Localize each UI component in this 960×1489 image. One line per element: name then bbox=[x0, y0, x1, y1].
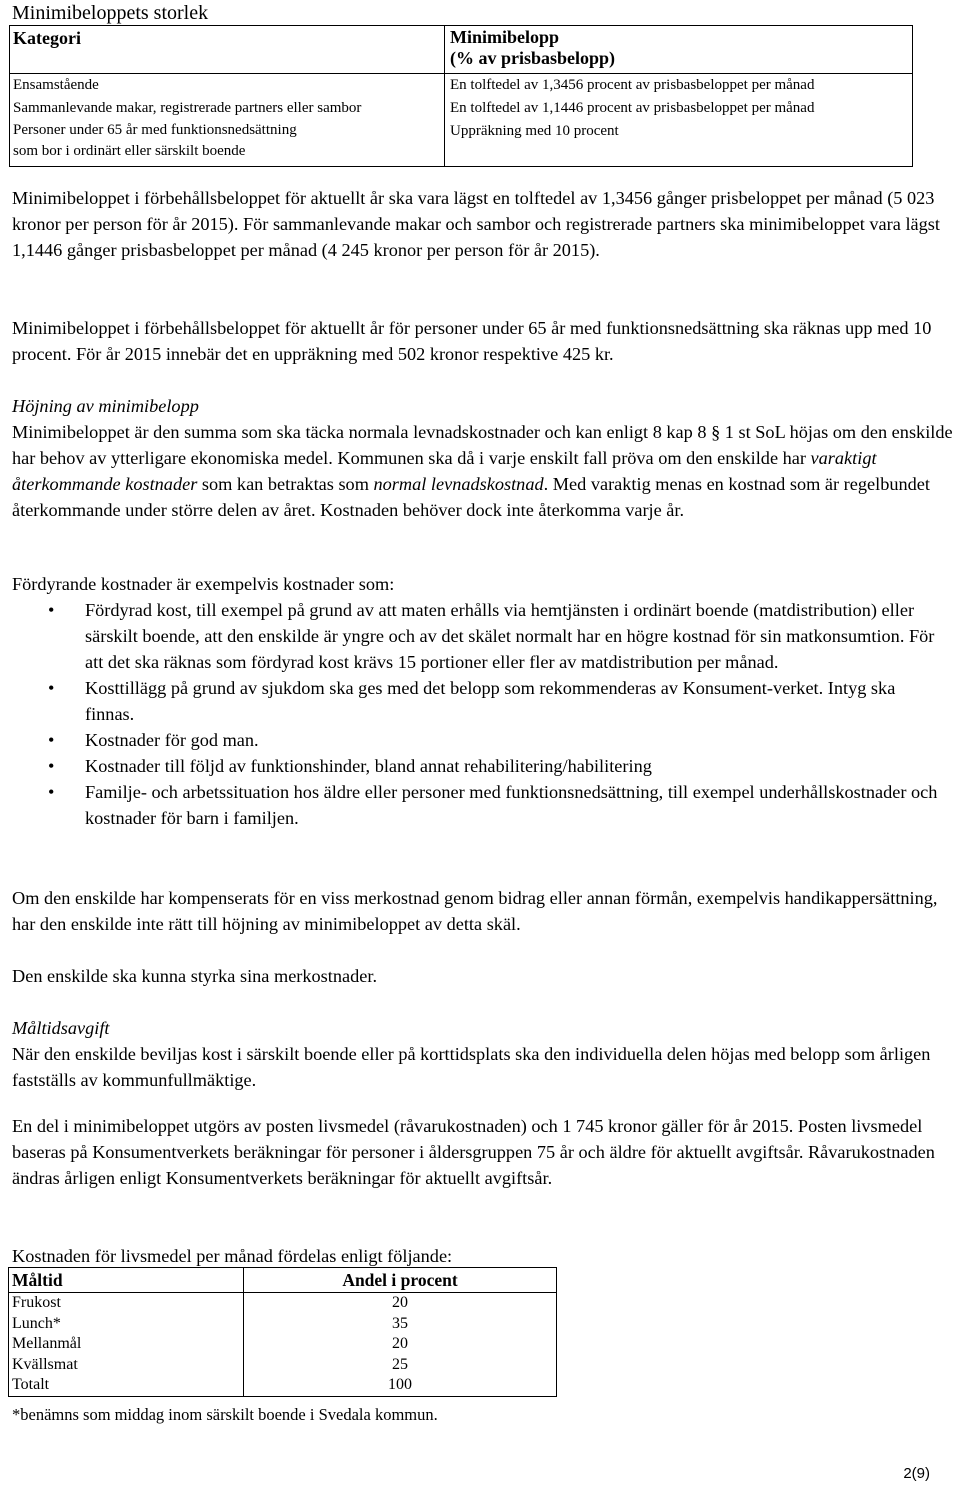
col-header-meal: Måltid bbox=[9, 1268, 244, 1293]
bullet-icon: • bbox=[48, 600, 55, 620]
table-header-row bbox=[9, 1268, 557, 1293]
paragraph-compensation: Om den enskilde har kompenserats för en viss merkostnad genom bidrag eller annan förmån, exempelvis handikappersättning, har den enskilde inte rätt till höjning av minimibeloppet av detta skäl. bbox=[12, 888, 938, 934]
footnote: *benämns som middag inom särskilt boende i Svedala kommun. bbox=[12, 1405, 438, 1424]
paragraph-extra-costs-intro: Fördyrande kostnader är exempelvis kostnader som: bbox=[12, 574, 395, 594]
extra-costs-list bbox=[12, 597, 942, 831]
paragraph-meal-fee: När den enskilde beviljas kost i särskilt boende eller på korttidsplats ska den individuella delen höjas med belopp som årligen fastställs av kommunfullmäktige. bbox=[12, 1044, 931, 1090]
category-cell: Ensamstående bbox=[10, 74, 445, 98]
list-item: • Kostnader till följd av funktionshinder, bland annat rehabilitering/habilitering bbox=[12, 753, 942, 779]
paragraph-disability-increase: Minimibeloppet i förbehållsbeloppet för aktuellt år för personer under 65 år med funktionsnedsättning ska räknas upp med 10 procent. För år 2015 innebär det en uppräkning med 502 kronor respektive 425 kr. bbox=[12, 318, 932, 364]
meal-cell: Mellanmål bbox=[9, 1334, 244, 1355]
col-header-percent: Andel i procent bbox=[244, 1268, 557, 1293]
paragraph-minimum-amount: Minimibeloppet i förbehållsbeloppet för aktuellt år ska vara lägst en tolftedel av 1,3456 gånger prisbeloppet per månad (5 023 kronor per person för år 2015). För sammanlevande makar och sambor och registrerade partners ska minimibeloppet vara lägst 1,1446 gånger prisbasbeloppet per månad (4 245 kronor per person för år 2015). bbox=[12, 188, 940, 260]
list-item: • Kosttillägg på grund av sjukdom ska ges med det belopp som rekommenderas av Konsument-verket. Intyg ska finnas. bbox=[12, 675, 942, 727]
paragraph-food-distribution: Kostnaden för livsmedel per månad fördelas enligt följande: bbox=[12, 1246, 453, 1266]
meal-cell: Kvällsmat bbox=[9, 1355, 244, 1376]
category-cell: Sammanlevande makar, registrerade partners eller sambor bbox=[10, 97, 445, 120]
bullet-icon: • bbox=[48, 678, 55, 698]
subheading-raising-minimum: Höjning av minimibelopp bbox=[12, 396, 199, 416]
bullet-icon: • bbox=[48, 756, 55, 776]
paragraph-proof: Den enskilde ska kunna styrka sina merkostnader. bbox=[12, 966, 378, 986]
paragraph-raising-minimum: Minimibeloppet är den summa som ska täcka normala levnadskostnader och kan enligt 8 kap 8 § 1 st SoL höjas om den enskilde har behov av ytterligare ekonomiska medel. Kommunen ska då i varje enskilt fall pröva om den enskilde har varaktigt återkommande kostnader som kan betraktas som normal levnadskostnad. Med varaktig menas en kostnad som är regelbundet återkommande under större delen av året. Kostnaden behöver dock inte återkomma varje år. bbox=[12, 422, 953, 520]
percent-cell: 35 bbox=[244, 1314, 557, 1335]
paragraph-food-cost: En del i minimibeloppet utgörs av posten livsmedel (råvarukostnaden) och 1 745 kronor gäller för år 2015. Posten livsmedel baseras på Konsumentverkets beräkningar för personer i åldersgruppen 75 år och äldre för aktuellt avgiftsår. Råvarukostnaden ändras årligen enligt Konsumentverkets beräkningar för aktuellt avgiftsår. bbox=[12, 1116, 935, 1188]
bullet-icon: • bbox=[48, 730, 55, 750]
page-number: 2(9) bbox=[903, 1465, 930, 1482]
list-item: • Fördyrad kost, till exempel på grund av att maten erhålls via hemtjänsten i ordinärt boende (matdistribution) eller särskilt boende, att den enskilde är yngre och av det skälet normalt har en högre kostnad för sin matkonsumtion. För att det ska räknas som fördyrad kost krävs 15 portioner eller fler av matdistribution per månad. bbox=[12, 597, 942, 675]
table-row bbox=[10, 120, 913, 167]
section-raising-minimum bbox=[12, 393, 957, 523]
col-header-category: Kategori bbox=[13, 28, 81, 48]
page-heading: Minimibeloppets storlek bbox=[12, 2, 209, 24]
col-header-amount: Minimibelopp bbox=[450, 27, 560, 47]
section-meal-fee bbox=[12, 1015, 957, 1093]
percent-cell: 25 bbox=[244, 1355, 557, 1376]
table-header-row bbox=[10, 26, 913, 74]
table-row bbox=[9, 1314, 557, 1335]
table-row bbox=[9, 1375, 557, 1396]
table-row bbox=[9, 1293, 557, 1314]
percent-cell: 100 bbox=[244, 1375, 557, 1396]
minimum-amount-table bbox=[9, 25, 913, 167]
amount-cell: Uppräkning med 10 procent bbox=[445, 120, 913, 167]
table-row bbox=[10, 74, 913, 98]
table-row bbox=[9, 1355, 557, 1376]
meal-cell: Lunch* bbox=[9, 1314, 244, 1335]
amount-cell: En tolftedel av 1,3456 procent av prisbasbeloppet per månad bbox=[445, 74, 913, 98]
table-row bbox=[10, 97, 913, 120]
col-header-amount-sub: (% av prisbasbelopp) bbox=[450, 48, 616, 68]
meal-cell: Totalt bbox=[9, 1375, 244, 1396]
meal-share-table bbox=[8, 1267, 557, 1397]
category-cell: Personer under 65 år med funktionsnedsättning som bor i ordinärt eller särskilt boende bbox=[10, 120, 445, 167]
meal-cell: Frukost bbox=[9, 1293, 244, 1314]
percent-cell: 20 bbox=[244, 1293, 557, 1314]
bullet-icon: • bbox=[48, 782, 55, 802]
list-item: • Kostnader för god man. bbox=[12, 727, 942, 753]
amount-cell: En tolftedel av 1,1446 procent av prisbasbeloppet per månad bbox=[445, 97, 913, 120]
list-item: • Familje- och arbetssituation hos äldre eller personer med funktionsnedsättning, till exempel underhållskostnader och kostnader för barn i familjen. bbox=[12, 779, 942, 831]
table-row bbox=[9, 1334, 557, 1355]
percent-cell: 20 bbox=[244, 1334, 557, 1355]
subheading-meal-fee: Måltidsavgift bbox=[12, 1018, 110, 1038]
